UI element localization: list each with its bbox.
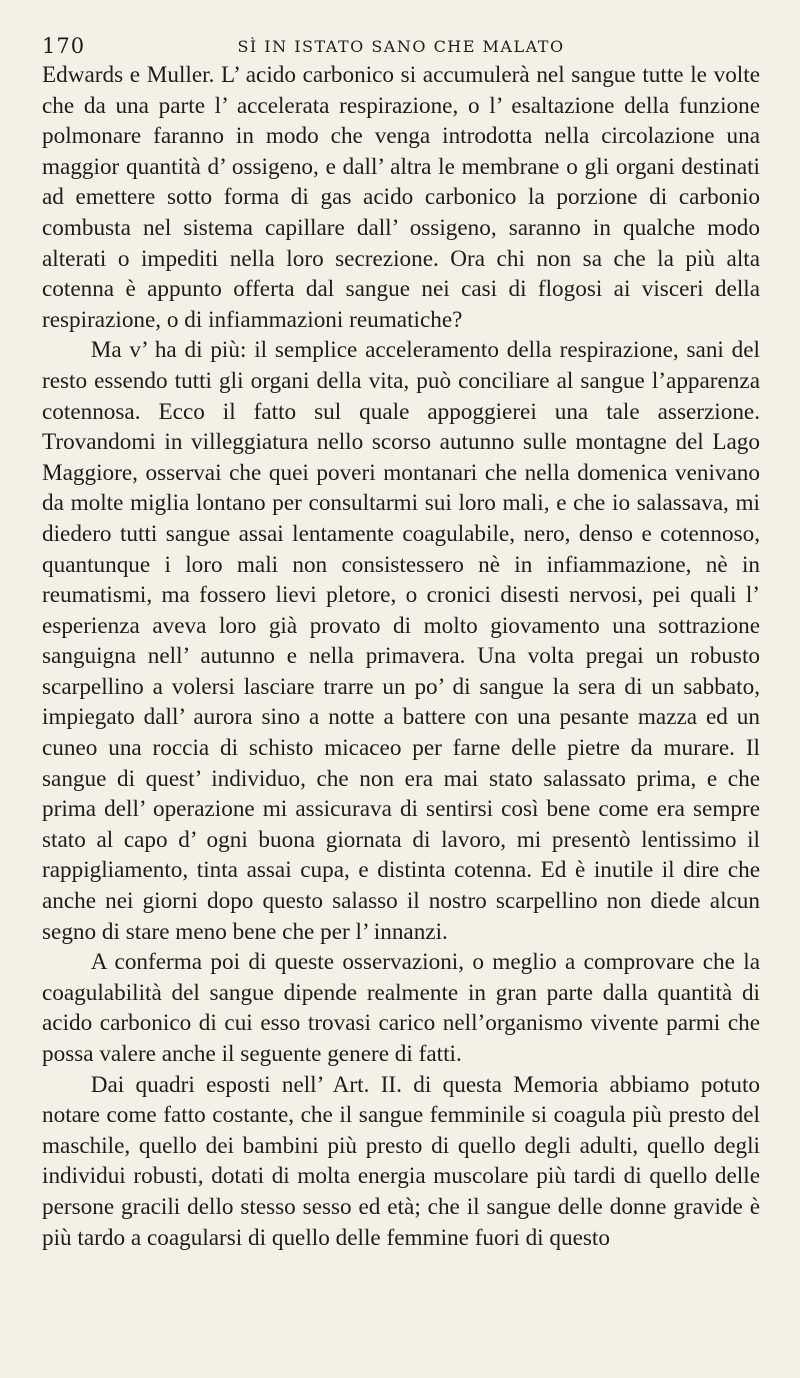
paragraph-continued: Edwards e Muller. L’ acido carbonico si accumulerà nel sangue tutte le volte che da una parte l’ accelerata respirazione, o l’ esaltazione della funzione polmonare faranno in modo che venga introdotta nella circolazione una maggior quantità d’ ossigeno, e dall’ altra le membrane o gli organi destinati ad emettere sotto forma di gas acido carbonico la porzione di carbonio combusta nel sistema capillare dall’ ossigeno, saranno in qualche modo alterati o impediti nella loro secrezione. Ora chi non sa che la più alta cotenna è appunto offerta dal sangue nei casi di flogosi ai visceri della respirazione, o di infiammazioni reumatiche?: [42, 62, 760, 333]
body-text: [42, 60, 760, 1253]
running-header: [42, 28, 760, 60]
paragraph: Ma v’ ha di più: il semplice acceleramento della respirazione, sani del resto essendo tutti gli organi della vita, può conciliare al sangue l’apparenza cotennosa. Ecco il fatto sul quale appoggierei una tale asserzione. Trovandomi in villeggiatura nello scorso autunno sulle montagne del Lago Maggiore, osservai che quei poveri montanari che nella domenica venivano da molte miglia lontano per consultarmi sui loro mali, e che io salassava, mi diedero tutti sangue assai lentamente coagulabile, nero, denso e cotennoso, quantunque i loro mali non consistessero nè in infiammazione, nè in reumatismi, ma fossero lievi pletore, o cronici disesti nervosi, pei quali l’ esperienza aveva loro già provato di molto giovamento una sottrazione sanguigna nell’ autunno e nella primavera. Una volta pregai un robusto scarpellino a volersi lasciare trarre un po’ di sangue la sera di un sabbato, impiegato dall’ aurora sino a notte a battere con una pesante mazza ed un cuneo una roccia di schisto micaceo per farne delle pietre da murare. Il sangue di quest’ individuo, che non era mai stato salassato prima, e che prima dell’ operazione mi assicurava di sentirsi così bene come era sempre stato al capo d’ ogni buona giornata di lavoro, mi presentò lentissimo il rappigliamento, tinta assai cupa, e distinta cotenna. Ed è inutile il dire che anche nei giorni dopo questo salasso il nostro scarpellino non diede alcun segno di stare meno bene che per l’ innanzi.: [42, 337, 760, 945]
running-title: SÌ IN ISTATO SANO CHE MALATO: [237, 37, 565, 56]
paragraph: Dai quadri esposti nell’ Art. II. di questa Memoria abbiamo potuto notare come fatto costante, che il sangue femminile si coagula più presto del maschile, quello dei bambini più presto di quello degli adulti, quello degli individui robusti, dotati di molta energia muscolare più tardi di quello delle persone gracili dello stesso sesso ed età; che il sangue delle donne gravide è più tardo a coagularsi di quello delle femmine fuori di questo: [42, 1071, 760, 1251]
paragraph: A conferma poi di queste osservazioni, o meglio a comprovare che la coagulabilità del sangue dipende realmente in gran parte dalla quantità di acido carbonico di cui esso trovasi carico nell’organismo vivente parmi che possa valere anche il seguente genere di fatti.: [42, 949, 760, 1067]
page-number: 170: [42, 34, 86, 58]
